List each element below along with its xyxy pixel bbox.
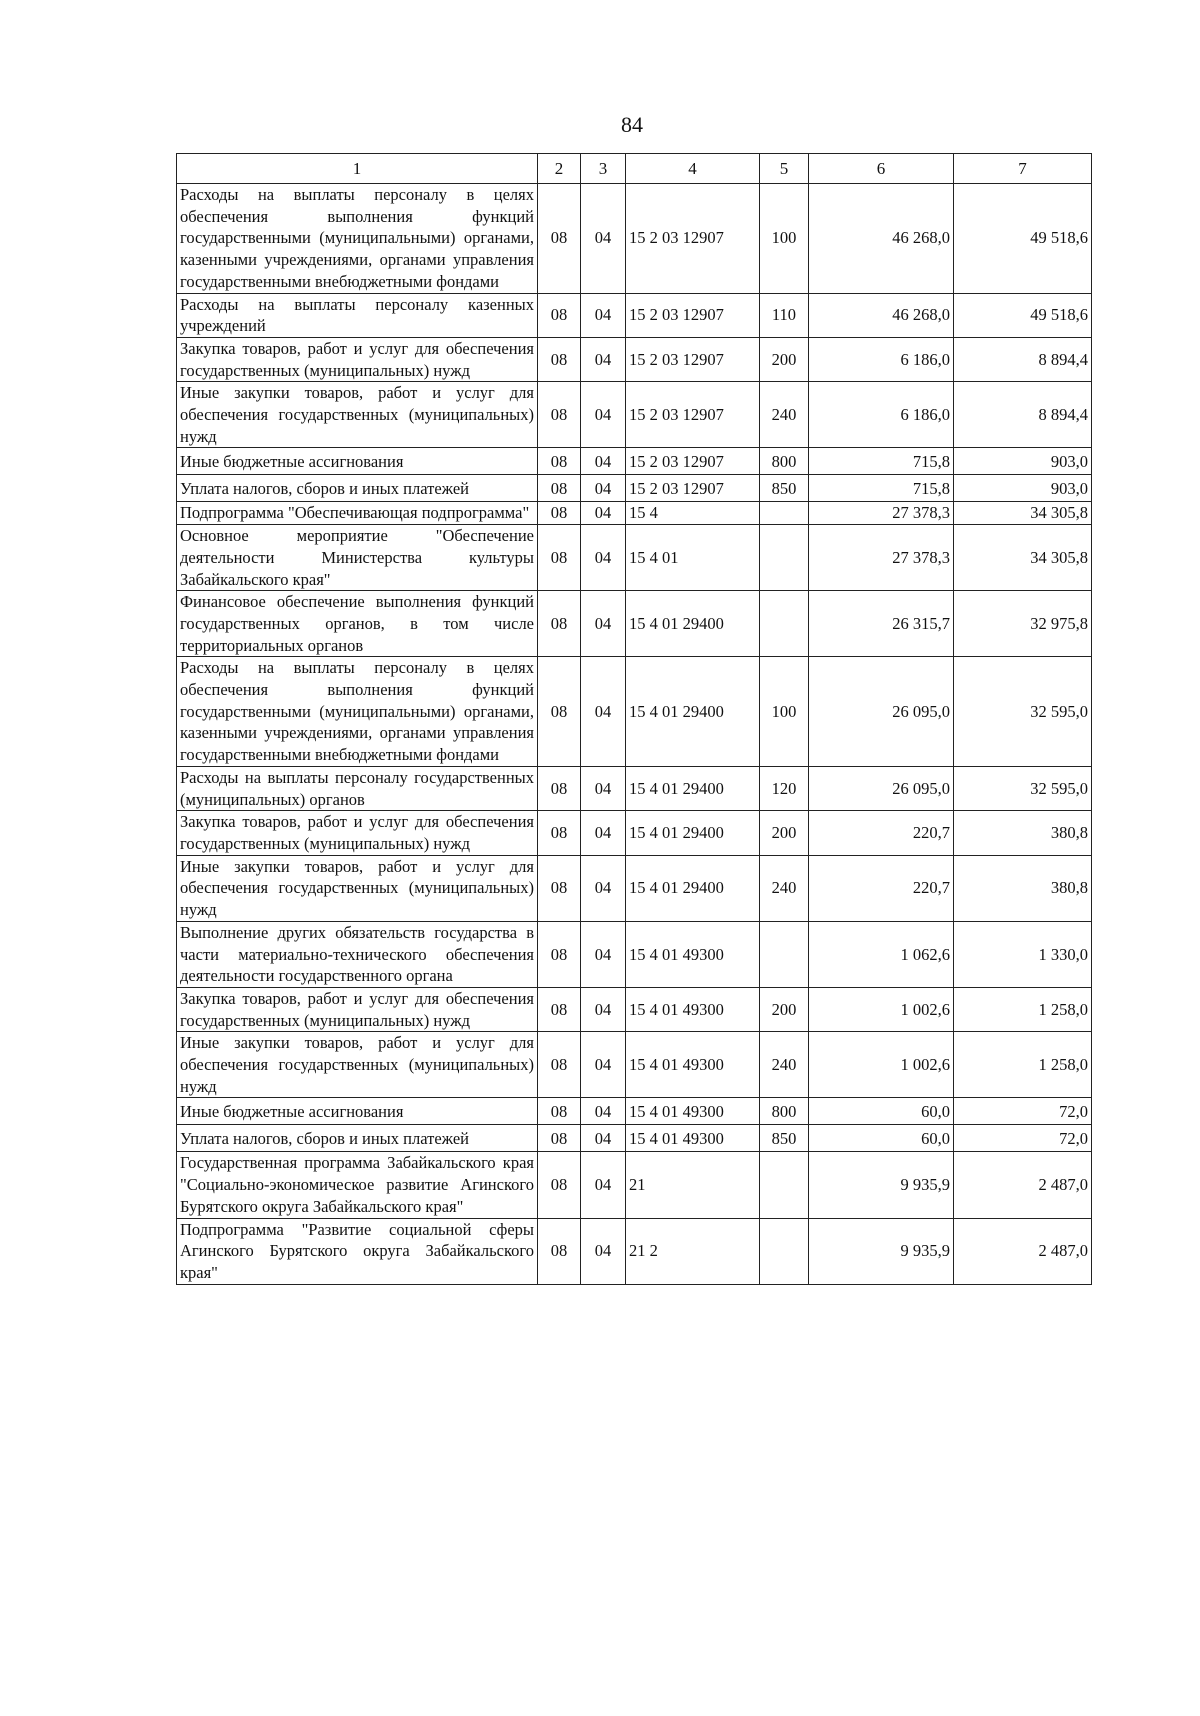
table-row (177, 525, 1092, 591)
subsection-code: 04 (581, 657, 626, 767)
amount-year-2: 8 894,4 (954, 337, 1092, 381)
expense-type-code: 120 (760, 766, 809, 810)
amount-year-1: 46 268,0 (809, 293, 954, 337)
item-name: Уплата налогов, сборов и иных платежей (177, 475, 538, 502)
amount-year-2: 32 595,0 (954, 766, 1092, 810)
subsection-code: 04 (581, 502, 626, 525)
item-name: Закупка товаров, работ и услуг для обеспечения государственных (муниципальных) нужд (177, 987, 538, 1031)
target-article-code: 21 (626, 1152, 760, 1218)
table-body (177, 184, 1092, 1285)
item-name: Основное мероприятие "Обеспечение деятельности Министерства культуры Забайкальского края" (177, 525, 538, 591)
table-row (177, 1098, 1092, 1125)
target-article-code: 15 4 01 29400 (626, 591, 760, 657)
item-name: Государственная программа Забайкальского края "Социально-экономическое развитие Агинского Бурятского округа Забайкальского края" (177, 1152, 538, 1218)
section-code: 08 (538, 1125, 581, 1152)
section-code: 08 (538, 766, 581, 810)
page-number: 84 (621, 112, 643, 137)
budget-table (176, 153, 1092, 1285)
amount-year-1: 46 268,0 (809, 184, 954, 294)
target-article-code: 15 2 03 12907 (626, 382, 760, 448)
table-row (177, 502, 1092, 525)
subsection-code: 04 (581, 1032, 626, 1098)
item-name: Иные бюджетные ассигнования (177, 448, 538, 475)
expense-type-code: 850 (760, 475, 809, 502)
table-row (177, 382, 1092, 448)
amount-year-1: 27 378,3 (809, 525, 954, 591)
column-header-4: 4 (626, 154, 760, 184)
section-code: 08 (538, 1152, 581, 1218)
amount-year-2: 32 595,0 (954, 657, 1092, 767)
table-header-row (177, 154, 1092, 184)
amount-year-2: 2 487,0 (954, 1152, 1092, 1218)
expense-type-code (760, 921, 809, 987)
expense-type-code (760, 1152, 809, 1218)
table-row (177, 921, 1092, 987)
table-row (177, 811, 1092, 855)
expense-type-code (760, 525, 809, 591)
item-name: Подпрограмма "Обеспечивающая подпрограмма" (177, 502, 538, 525)
target-article-code: 15 2 03 12907 (626, 293, 760, 337)
item-name: Расходы на выплаты персоналу в целях обеспечения выполнения функций государственными (муниципальными) органами, казенными учреждениями, органами управления государственными внебюджетными фондами (177, 184, 538, 294)
target-article-code: 15 4 01 29400 (626, 657, 760, 767)
item-name: Расходы на выплаты персоналу казенных учреждений (177, 293, 538, 337)
expense-type-code: 240 (760, 382, 809, 448)
amount-year-1: 9 935,9 (809, 1152, 954, 1218)
subsection-code: 04 (581, 1152, 626, 1218)
expense-type-code: 200 (760, 987, 809, 1031)
section-code: 08 (538, 337, 581, 381)
subsection-code: 04 (581, 921, 626, 987)
amount-year-1: 715,8 (809, 448, 954, 475)
section-code: 08 (538, 811, 581, 855)
section-code: 08 (538, 987, 581, 1031)
subsection-code: 04 (581, 987, 626, 1031)
item-name: Уплата налогов, сборов и иных платежей (177, 1125, 538, 1152)
expense-type-code: 240 (760, 1032, 809, 1098)
section-code: 08 (538, 293, 581, 337)
expense-type-code: 100 (760, 657, 809, 767)
item-name: Расходы на выплаты персоналу в целях обеспечения выполнения функций государственными (муниципальными) органами, казенными учреждениями, органами управления государственными внебюджетными фондами (177, 657, 538, 767)
table-row (177, 591, 1092, 657)
amount-year-1: 60,0 (809, 1098, 954, 1125)
target-article-code: 15 4 01 49300 (626, 1032, 760, 1098)
section-code: 08 (538, 1098, 581, 1125)
table-row (177, 1032, 1092, 1098)
table-row (177, 1125, 1092, 1152)
amount-year-2: 49 518,6 (954, 293, 1092, 337)
expense-type-code (760, 591, 809, 657)
subsection-code: 04 (581, 337, 626, 381)
amount-year-1: 60,0 (809, 1125, 954, 1152)
amount-year-1: 1 062,6 (809, 921, 954, 987)
amount-year-1: 26 095,0 (809, 657, 954, 767)
target-article-code: 15 4 01 29400 (626, 811, 760, 855)
expense-type-code: 850 (760, 1125, 809, 1152)
amount-year-2: 34 305,8 (954, 502, 1092, 525)
section-code: 08 (538, 921, 581, 987)
amount-year-1: 26 315,7 (809, 591, 954, 657)
section-code: 08 (538, 382, 581, 448)
section-code: 08 (538, 591, 581, 657)
item-name: Иные закупки товаров, работ и услуг для обеспечения государственных (муниципальных) нужд (177, 855, 538, 921)
section-code: 08 (538, 475, 581, 502)
amount-year-2: 8 894,4 (954, 382, 1092, 448)
section-code: 08 (538, 1032, 581, 1098)
table-row (177, 657, 1092, 767)
subsection-code: 04 (581, 1218, 626, 1284)
section-code: 08 (538, 657, 581, 767)
expense-type-code (760, 502, 809, 525)
subsection-code: 04 (581, 475, 626, 502)
subsection-code: 04 (581, 448, 626, 475)
amount-year-2: 1 258,0 (954, 987, 1092, 1031)
amount-year-2: 72,0 (954, 1098, 1092, 1125)
amount-year-2: 1 258,0 (954, 1032, 1092, 1098)
section-code: 08 (538, 1218, 581, 1284)
target-article-code: 15 4 01 49300 (626, 1098, 760, 1125)
target-article-code: 15 2 03 12907 (626, 475, 760, 502)
subsection-code: 04 (581, 811, 626, 855)
table-row (177, 475, 1092, 502)
column-header-1: 1 (177, 154, 538, 184)
column-header-5: 5 (760, 154, 809, 184)
table-row (177, 1152, 1092, 1218)
amount-year-2: 34 305,8 (954, 525, 1092, 591)
target-article-code: 15 4 01 49300 (626, 987, 760, 1031)
amount-year-2: 903,0 (954, 448, 1092, 475)
subsection-code: 04 (581, 855, 626, 921)
amount-year-2: 903,0 (954, 475, 1092, 502)
item-name: Иные закупки товаров, работ и услуг для обеспечения государственных (муниципальных) нужд (177, 1032, 538, 1098)
target-article-code: 15 4 01 49300 (626, 921, 760, 987)
amount-year-1: 220,7 (809, 855, 954, 921)
subsection-code: 04 (581, 382, 626, 448)
target-article-code: 21 2 (626, 1218, 760, 1284)
target-article-code: 15 4 (626, 502, 760, 525)
target-article-code: 15 4 01 29400 (626, 766, 760, 810)
table-row (177, 855, 1092, 921)
amount-year-1: 26 095,0 (809, 766, 954, 810)
subsection-code: 04 (581, 184, 626, 294)
section-code: 08 (538, 502, 581, 525)
expense-type-code: 200 (760, 337, 809, 381)
expense-type-code (760, 1218, 809, 1284)
expense-type-code: 200 (760, 811, 809, 855)
table-row (177, 448, 1092, 475)
table-row (177, 184, 1092, 294)
amount-year-2: 32 975,8 (954, 591, 1092, 657)
target-article-code: 15 4 01 (626, 525, 760, 591)
amount-year-1: 6 186,0 (809, 337, 954, 381)
amount-year-1: 6 186,0 (809, 382, 954, 448)
column-header-6: 6 (809, 154, 954, 184)
column-header-2: 2 (538, 154, 581, 184)
target-article-code: 15 4 01 29400 (626, 855, 760, 921)
amount-year-2: 1 330,0 (954, 921, 1092, 987)
item-name: Иные закупки товаров, работ и услуг для обеспечения государственных (муниципальных) нужд (177, 382, 538, 448)
amount-year-1: 9 935,9 (809, 1218, 954, 1284)
subsection-code: 04 (581, 766, 626, 810)
table-row (177, 293, 1092, 337)
expense-type-code: 800 (760, 448, 809, 475)
amount-year-2: 2 487,0 (954, 1218, 1092, 1284)
section-code: 08 (538, 855, 581, 921)
target-article-code: 15 2 03 12907 (626, 184, 760, 294)
subsection-code: 04 (581, 1125, 626, 1152)
item-name: Выполнение других обязательств государства в части материально-технического обеспечения деятельности государственного органа (177, 921, 538, 987)
item-name: Подпрограмма "Развитие социальной сферы Агинского Бурятского округа Забайкальского края" (177, 1218, 538, 1284)
amount-year-1: 715,8 (809, 475, 954, 502)
amount-year-1: 1 002,6 (809, 1032, 954, 1098)
expense-type-code: 100 (760, 184, 809, 294)
section-code: 08 (538, 525, 581, 591)
amount-year-1: 1 002,6 (809, 987, 954, 1031)
amount-year-1: 220,7 (809, 811, 954, 855)
item-name: Закупка товаров, работ и услуг для обеспечения государственных (муниципальных) нужд (177, 337, 538, 381)
expense-type-code: 240 (760, 855, 809, 921)
table-row (177, 987, 1092, 1031)
column-header-3: 3 (581, 154, 626, 184)
item-name: Закупка товаров, работ и услуг для обеспечения государственных (муниципальных) нужд (177, 811, 538, 855)
item-name: Финансовое обеспечение выполнения функций государственных органов, в том числе территориальных органов (177, 591, 538, 657)
table-row (177, 1218, 1092, 1284)
section-code: 08 (538, 448, 581, 475)
item-name: Расходы на выплаты персоналу государственных (муниципальных) органов (177, 766, 538, 810)
section-code: 08 (538, 184, 581, 294)
target-article-code: 15 4 01 49300 (626, 1125, 760, 1152)
column-header-7: 7 (954, 154, 1092, 184)
subsection-code: 04 (581, 1098, 626, 1125)
subsection-code: 04 (581, 591, 626, 657)
table-row (177, 766, 1092, 810)
amount-year-1: 27 378,3 (809, 502, 954, 525)
target-article-code: 15 2 03 12907 (626, 337, 760, 381)
expense-type-code: 800 (760, 1098, 809, 1125)
amount-year-2: 380,8 (954, 811, 1092, 855)
expense-type-code: 110 (760, 293, 809, 337)
subsection-code: 04 (581, 525, 626, 591)
amount-year-2: 380,8 (954, 855, 1092, 921)
subsection-code: 04 (581, 293, 626, 337)
table-row (177, 337, 1092, 381)
target-article-code: 15 2 03 12907 (626, 448, 760, 475)
amount-year-2: 72,0 (954, 1125, 1092, 1152)
item-name: Иные бюджетные ассигнования (177, 1098, 538, 1125)
amount-year-2: 49 518,6 (954, 184, 1092, 294)
